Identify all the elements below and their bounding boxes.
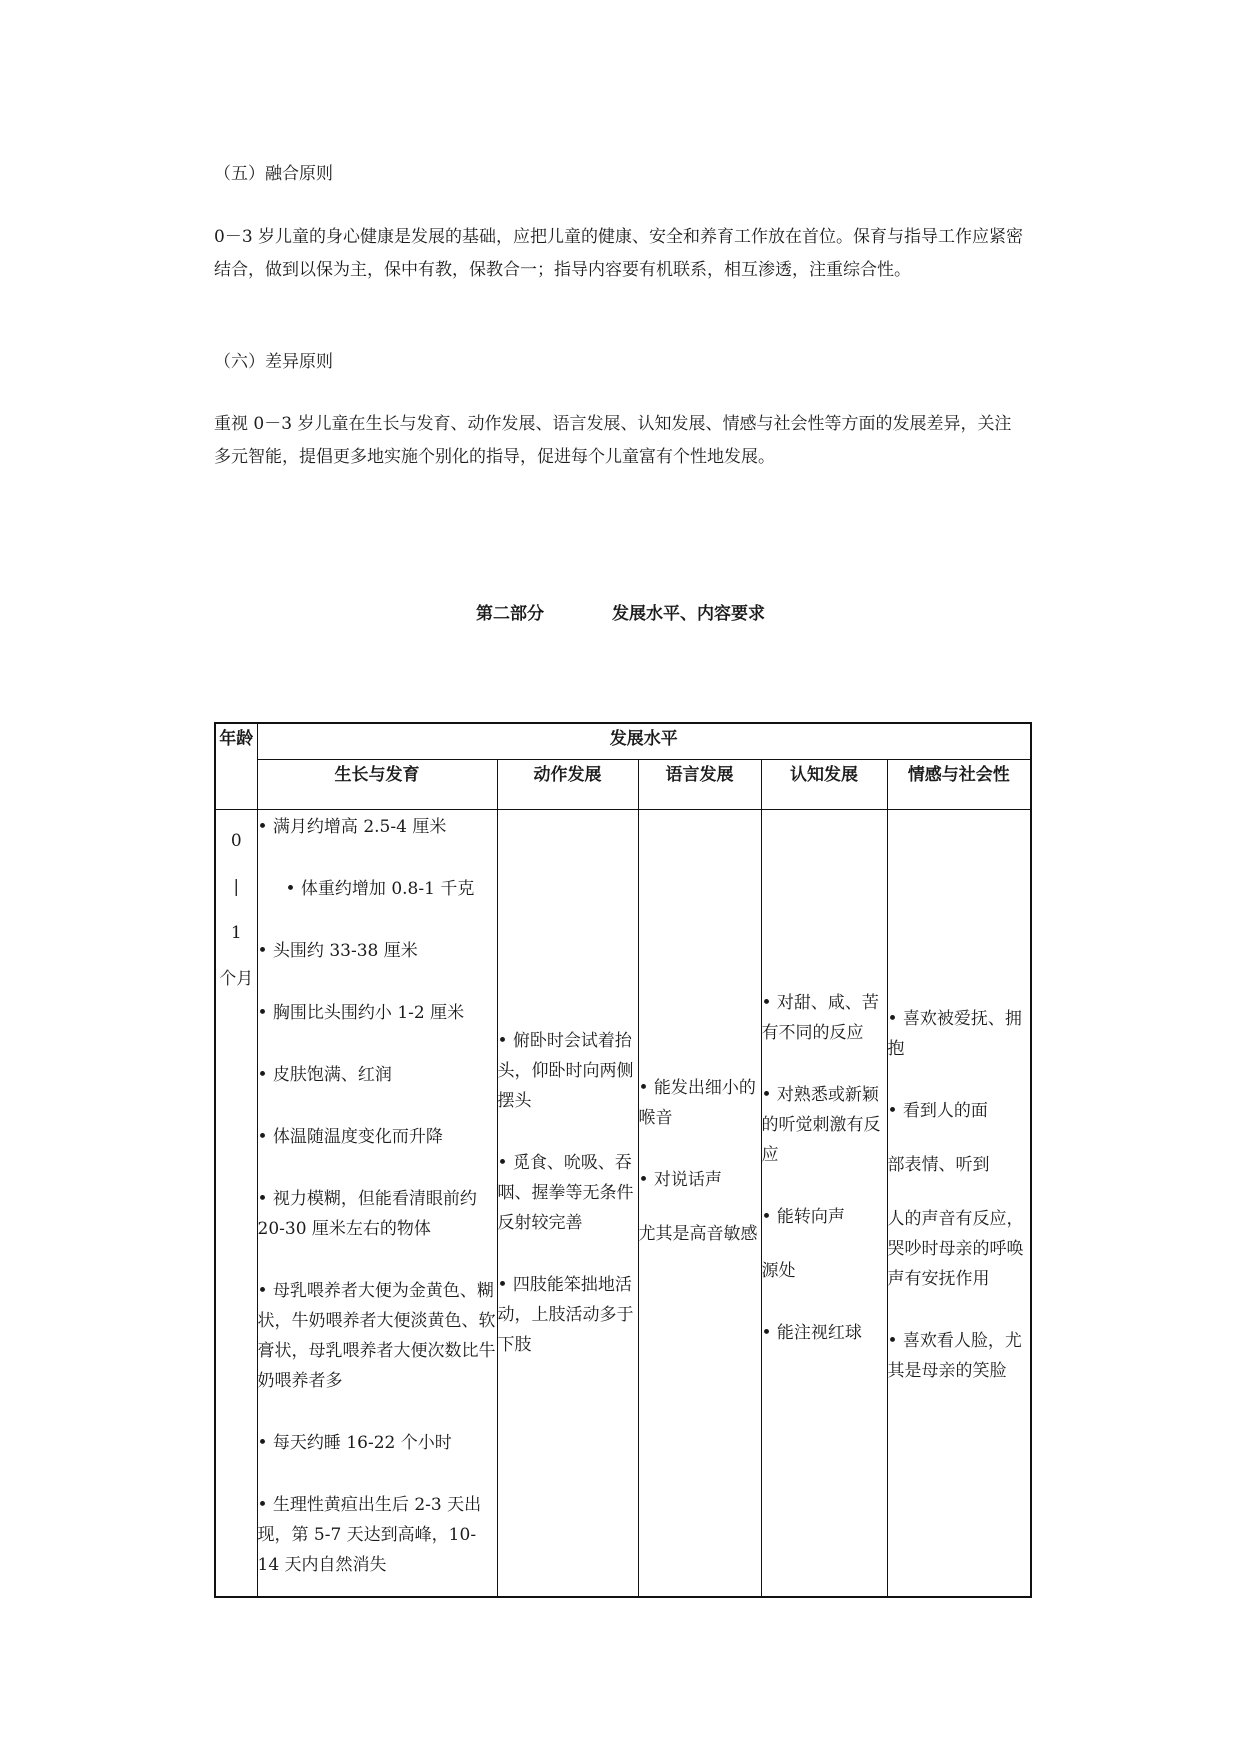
list-item: • 生理性黄疸出生后 2-3 天出现，第 5-7 天达到高峰，10-14 天内自然消失 — [257, 1494, 482, 1575]
list-item: 人的声音有反应，哭吵时母亲的呼唤声有安抚作用 — [887, 1208, 1024, 1289]
col-header-social: 情感与社会性 — [887, 759, 1031, 809]
social-cell — [887, 809, 1031, 1597]
list-item: • 胸围比头围约小 1-2 厘米 — [257, 1002, 465, 1023]
section-heading-difference: （六）差异原则 — [214, 352, 333, 372]
list-item: • 看到人的面 — [887, 1100, 988, 1121]
list-item: • 喜欢看人脸，尤其是母亲的笑脸 — [887, 1330, 1022, 1381]
list-item: • 俯卧时会试着抬头，仰卧时向两侧摆头 — [497, 1030, 634, 1111]
section-body-difference: 重视 0－3 岁儿童在生长与发育、动作发展、语言发展、认知发展、情感与社会性等方面的发展差异，关注多元智能，提倡更多地实施个别化的指导，促进每个儿童富有个性地发展。 — [214, 414, 1012, 467]
list-item: • 能转向声 — [761, 1206, 845, 1227]
list-item: 部表情、听到 — [887, 1154, 990, 1175]
list-item: 尤其是高音敏感 — [638, 1223, 758, 1244]
col-header-growth: 生长与发育 — [257, 759, 497, 809]
list-item: • 对熟悉或新颖的听觉刺激有反应 — [761, 1084, 881, 1165]
list-item: • 每天约睡 16-22 个小时 — [257, 1432, 452, 1453]
list-item: • 满月约增高 2.5-4 厘米 — [257, 816, 447, 837]
list-item: • 能发出细小的喉音 — [638, 1077, 756, 1128]
age-end: 1 — [230, 922, 242, 943]
list-item: • 能注视红球 — [761, 1322, 862, 1343]
cognitive-cell — [761, 809, 887, 1597]
age-cell — [215, 809, 257, 1597]
list-item: • 对说话声 — [638, 1169, 722, 1190]
development-table — [214, 722, 1032, 1598]
section-heading-fusion: （五）融合原则 — [214, 164, 333, 184]
table-row — [215, 809, 1031, 1597]
age-separator: | — [233, 876, 240, 897]
list-item: • 喜欢被爱抚、拥抱 — [887, 1008, 1022, 1059]
language-cell — [638, 809, 761, 1597]
list-item: • 觅食、吮吸、吞咽、握拳等无条件反射较完善 — [497, 1152, 634, 1233]
col-header-motor: 动作发展 — [497, 759, 638, 809]
list-item: • 皮肤饱满、红润 — [257, 1064, 392, 1085]
age-start: 0 — [230, 830, 242, 851]
part-heading: 发展水平、内容要求 — [612, 604, 765, 624]
list-item: • 母乳喂养者大便为金黄色、糊状，牛奶喂养者大便淡黄色、软膏状，母乳喂养者大便次数比牛奶喂养者多 — [257, 1280, 496, 1391]
list-item: • 头围约 33-38 厘米 — [257, 940, 418, 961]
col-header-language: 语言发展 — [638, 759, 761, 809]
list-item: • 体重约增加 0.8-1 千克 — [285, 878, 475, 899]
list-item: • 四肢能笨拙地活动，上肢活动多于下肢 — [497, 1274, 634, 1355]
motor-cell — [497, 809, 638, 1597]
list-item: • 视力模糊，但能看清眼前约 20-30 厘米左右的物体 — [257, 1188, 477, 1239]
age-header: 年龄 — [215, 723, 257, 809]
age-unit: 个月 — [219, 968, 254, 989]
development-level-header: 发展水平 — [257, 723, 1031, 759]
part-title — [0, 602, 1241, 626]
col-header-cognitive: 认知发展 — [761, 759, 887, 809]
growth-cell — [257, 809, 497, 1597]
part-label: 第二部分 — [476, 604, 544, 624]
list-item: • 体温随温度变化而升降 — [257, 1126, 443, 1147]
list-item: • 对甜、咸、苦有不同的反应 — [761, 992, 879, 1043]
section-body-fusion: 0－3 岁儿童的身心健康是发展的基础，应把儿童的健康、安全和养育工作放在首位。保育与指导工作应紧密结合，做到以保为主，保中有教，保教合一；指导内容要有机联系，相互渗透，注重综合性。 — [214, 227, 1024, 280]
list-item: 源处 — [761, 1260, 796, 1281]
